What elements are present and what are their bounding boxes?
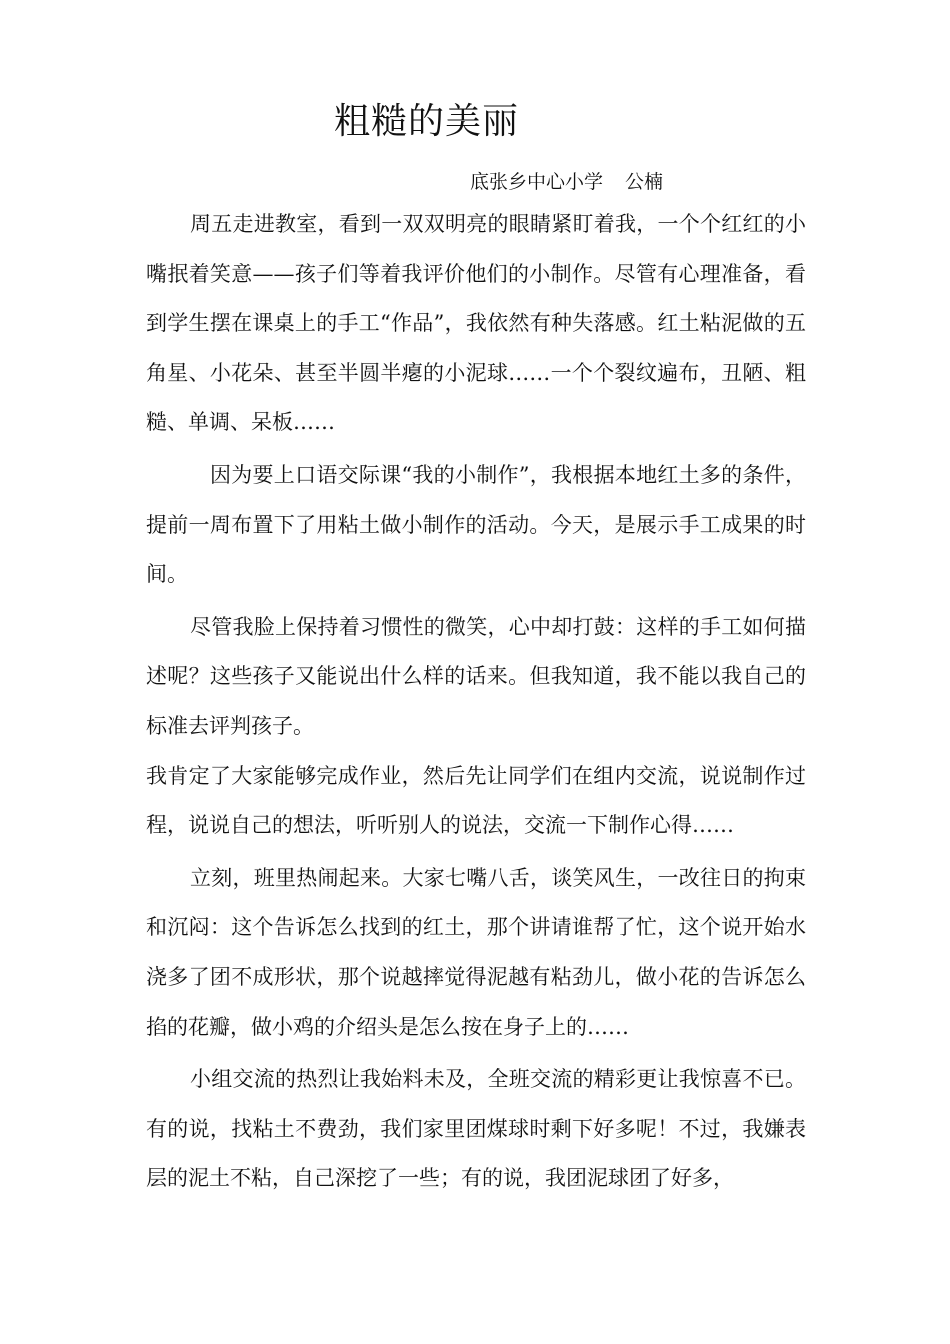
paragraph-1: 周五走进教室，看到一双双明亮的眼睛紧盯着我，一个个红红的小嘴抿着笑意——孩子们等着我评价他们的小制作。尽管有心理准备，看到学生摆在课桌上的手工“作品”，我依然有种失落感。红土粘泥做的五角星、小花朵、甚至半圆半瘪的小泥球……一个个裂纹遍布，丑陋、粗糙、单调、呆板…… [146,212,806,435]
author-school: 底张乡中心小学 [470,171,604,193]
paragraph-3: 尽管我脸上保持着习惯性的微笑，心中却打鼓：这样的手工如何描述呢？这些孩子又能说出什么样的话来。但我知道，我不能以我自己的标准去评判孩子。 [146,614,806,738]
author-name: 公楠 [625,171,664,193]
paragraph-4: 我肯定了大家能够完成作业，然后先让同学们在组内交流，说说制作过程，说说自己的想法，听听别人的说法，交流一下制作心得…… [146,763,806,838]
paragraph-6: 小组交流的热烈让我始料未及，全班交流的精彩更让我惊喜不已。有的说，找粘土不费劲，我们家里团煤球时剩下好多呢！不过，我嫌表层的泥土不粘，自己深挖了一些；有的说，我团泥球团了好多， [146,1067,806,1191]
paragraph-5: 立刻，班里热闹起来。大家七嘴八舌，谈笑风生，一改往日的拘束和沉闷：这个告诉怎么找到的红土，那个讲请谁帮了忙，这个说开始水浇多了团不成形状，那个说越摔觉得泥越有粘劲儿，做小花的告诉怎么掐的花瓣，做小鸡的介绍头是怎么按在身子上的…… [146,865,806,1039]
author-byline [470,168,663,196]
document-body [146,200,806,1204]
paragraph-2: 因为要上口语交际课“我的小制作”，我根据本地红土多的条件，提前一周布置下了用粘土做小制作的活动。今天，是展示手工成果的时间。 [146,462,806,587]
document-title: 粗糙的美丽 [334,101,520,142]
